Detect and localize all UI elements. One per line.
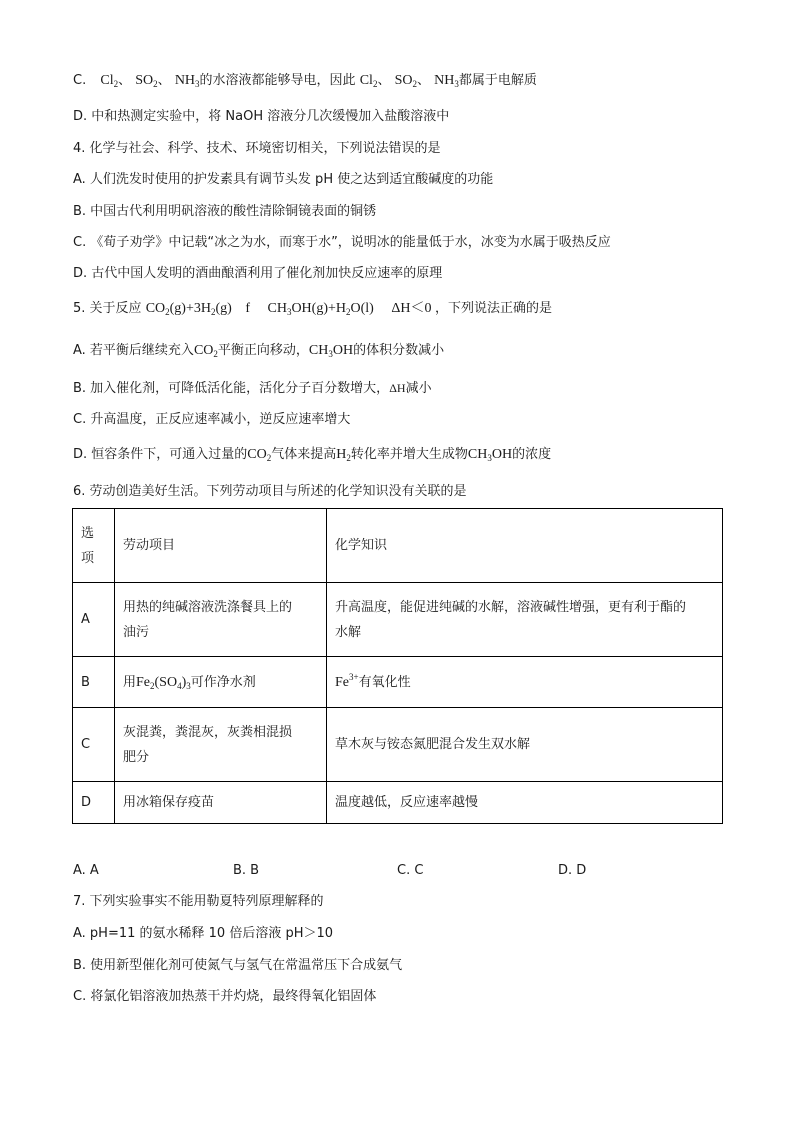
row-option: D	[73, 782, 115, 824]
row-knowledge: $Fe^{3+}$有氧化性	[327, 657, 723, 708]
row-knowledge: 温度越低，反应速率越慢	[327, 782, 723, 824]
q7-option-a: A. pH=11 的氨水稀释 10 倍后溶液 pH＞10	[73, 926, 334, 941]
table-row	[73, 657, 723, 708]
table-row	[73, 782, 723, 824]
q6-stem: 6. 劳动创造美好生活。下列劳动项目与所述的化学知识没有关联的是	[73, 484, 467, 499]
table-header-row	[73, 509, 723, 583]
q3-option-c: C. $Cl_2$、 $SO_2$、 $NH_3$的水溶液都能够导电，因此 $Cl_2$、 $SO_2$、 $NH_3$都属于电解质	[73, 73, 537, 89]
q5-option-d: D. 恒容条件下，可通入过量的$CO_2$气体来提高$H_2$转化率并增大生成物$CH_3OH$的浓度	[73, 447, 552, 463]
q7-option-c: C. 将氯化铝溶液加热蒸干并灼烧，最终得氧化铝固体	[73, 989, 377, 1004]
choice-a: A. A	[73, 863, 99, 878]
q4-option-b: B. 中国古代利用明矾溶液的酸性清除铜镜表面的铜锈	[73, 204, 377, 219]
q7-option-b: B. 使用新型催化剂可使氮气与氢气在常温常压下合成氨气	[73, 958, 403, 973]
q5-option-c: C. 升高温度，正反应速率减小，逆反应速率增大	[73, 412, 351, 427]
header-option: 选 项	[73, 509, 115, 583]
q3-option-d: D. 中和热测定实验中，将 NaOH 溶液分几次缓慢加入盐酸溶液中	[73, 109, 450, 124]
row-knowledge: 草木灰与铵态氮肥混合发生双水解	[327, 708, 723, 782]
q7-stem: 7. 下列实验事实不能用勒夏特列原理解释的	[73, 894, 324, 909]
table-row	[73, 708, 723, 782]
table-row	[73, 583, 723, 657]
q5-stem: 5. 关于反应 $CO_2(g)+3H_2(g)$ f $CH_3OH(g)+H_2O(l)$ ΔH＜0 ，下列说法正确的是	[73, 301, 552, 317]
q4-option-a: A. 人们洗发时使用的护发素具有调节头发 pH 使之达到适宜酸碱度的功能	[73, 172, 494, 187]
q4-option-c: C. 《荀子劝学》中记载“冰之为水，而寒于水”，说明冰的能量低于水，冰变为水属于吸热反应	[73, 235, 611, 250]
row-knowledge: 升高温度，能促进纯碱的水解，溶液碱性增强，更有利于酯的 水解	[327, 583, 723, 657]
row-labor: 用热的纯碱溶液洗涤餐具上的 油污	[115, 583, 327, 657]
row-labor: 用$Fe_2(SO_4)_3$可作净水剂	[115, 657, 327, 708]
q5-option-b: B. 加入催化剂，可降低活化能，活化分子百分数增大，ΔH减小	[73, 381, 432, 396]
q4-stem: 4. 化学与社会、科学、技术、环境密切相关，下列说法错误的是	[73, 141, 441, 156]
row-option: A	[73, 583, 115, 657]
row-option: C	[73, 708, 115, 782]
q6-choices	[73, 862, 713, 880]
q4-option-d: D. 古代中国人发明的酒曲酿酒利用了催化剂加快反应速率的原理	[73, 266, 443, 281]
header-knowledge: 化学知识	[327, 509, 723, 583]
choice-d: D. D	[558, 863, 587, 878]
header-labor: 劳动项目	[115, 509, 327, 583]
choice-b: B. B	[233, 863, 260, 878]
row-labor: 灰混粪，粪混灰，灰粪相混损 肥分	[115, 708, 327, 782]
row-option: B	[73, 657, 115, 708]
choice-c: C. C	[397, 863, 424, 878]
q6-table	[72, 508, 723, 824]
q5-option-a: A. 若平衡后继续充入$CO_2$平衡正向移动，$CH_3OH$的体积分数减小	[73, 343, 445, 359]
row-labor: 用冰箱保存疫苗	[115, 782, 327, 824]
